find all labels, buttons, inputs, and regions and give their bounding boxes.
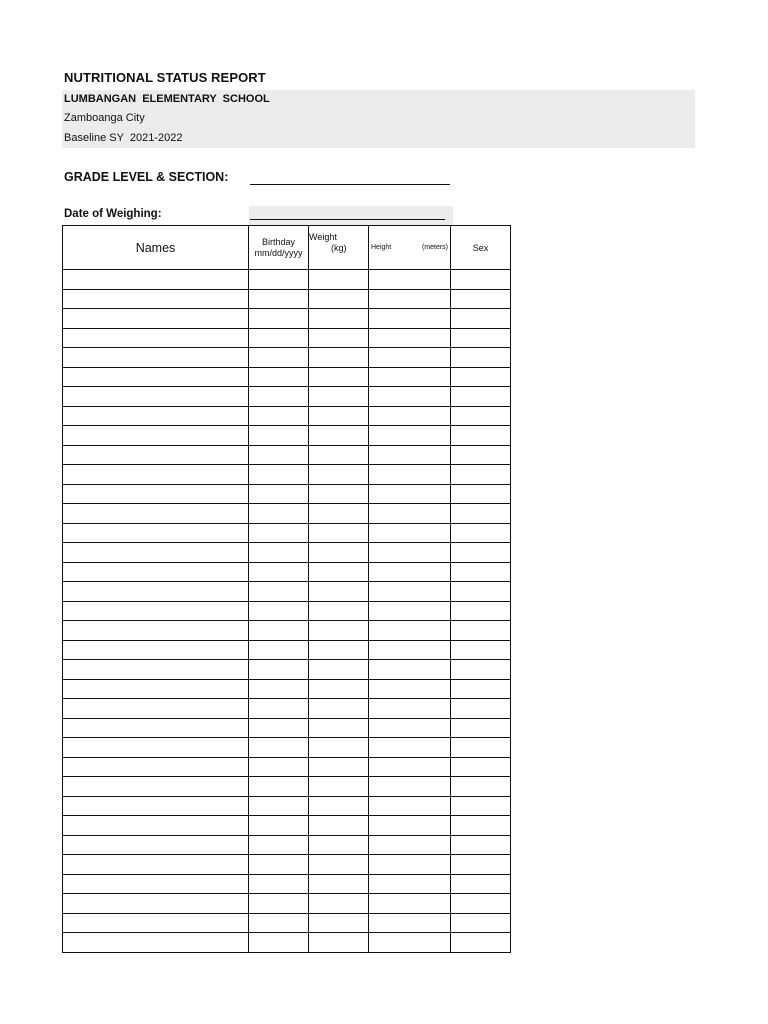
sex-cell[interactable] [451,445,511,465]
table-row [63,465,511,485]
header-height [369,226,451,270]
table-row [63,523,511,543]
table-row [63,894,511,914]
table-row [63,484,511,504]
name-cell[interactable] [63,621,249,641]
height-cell[interactable] [369,504,451,524]
sex-cell[interactable] [451,777,511,797]
table-row [63,757,511,777]
sex-cell[interactable] [451,816,511,836]
table-row [63,348,511,368]
birthday-cell[interactable] [249,874,309,894]
height-cell[interactable] [369,562,451,582]
sex-cell[interactable] [451,270,511,290]
weight-cell[interactable] [309,523,369,543]
table-row [63,718,511,738]
birthday-cell[interactable] [249,484,309,504]
table-row [63,601,511,621]
birthday-cell[interactable] [249,660,309,680]
weight-cell[interactable] [309,484,369,504]
header-weight-label: Weight [309,232,337,242]
birthday-cell[interactable] [249,465,309,485]
birthday-cell[interactable] [249,816,309,836]
header-names: Names [63,226,249,270]
table-row [63,309,511,329]
height-cell[interactable] [369,835,451,855]
table-row [63,679,511,699]
birthday-cell[interactable] [249,679,309,699]
birthday-cell[interactable] [249,523,309,543]
date-of-weighing-label: Date of Weighing: [64,208,162,220]
sex-cell[interactable] [451,933,511,953]
table-row [63,660,511,680]
birthday-cell[interactable] [249,621,309,641]
weight-cell[interactable] [309,289,369,309]
sex-cell[interactable] [451,426,511,446]
table-row [63,445,511,465]
name-cell[interactable] [63,406,249,426]
sex-cell[interactable] [451,582,511,602]
table-row [63,543,511,563]
name-cell[interactable] [63,387,249,407]
table-row [63,933,511,953]
table-row [63,738,511,758]
header-birthday [249,226,309,270]
name-cell[interactable] [63,640,249,660]
name-cell[interactable] [63,445,249,465]
name-cell[interactable] [63,543,249,563]
birthday-cell[interactable] [249,796,309,816]
name-cell[interactable] [63,523,249,543]
table-row [63,562,511,582]
sex-cell[interactable] [451,601,511,621]
sex-cell[interactable] [451,309,511,329]
weight-cell[interactable] [309,660,369,680]
name-cell[interactable] [63,660,249,680]
sex-cell[interactable] [451,738,511,758]
sex-cell[interactable] [451,348,511,368]
sex-cell[interactable] [451,640,511,660]
birthday-cell[interactable] [249,738,309,758]
name-cell[interactable] [63,367,249,387]
sex-cell[interactable] [451,523,511,543]
table-row [63,816,511,836]
name-cell[interactable] [63,465,249,485]
name-cell[interactable] [63,757,249,777]
height-cell[interactable] [369,621,451,641]
header-birthday-format: mm/dd/yyyy [254,247,303,258]
table-row [63,270,511,290]
birthday-cell[interactable] [249,894,309,914]
name-cell[interactable] [63,426,249,446]
height-cell[interactable] [369,445,451,465]
weight-cell[interactable] [309,777,369,797]
height-cell[interactable] [369,757,451,777]
table-row [63,777,511,797]
height-cell[interactable] [369,328,451,348]
sex-cell[interactable] [451,465,511,485]
weight-cell[interactable] [309,387,369,407]
sex-cell[interactable] [451,289,511,309]
sex-cell[interactable] [451,387,511,407]
table-row [63,426,511,446]
school-info-block [62,90,695,148]
header-height-unit: (meters) [421,243,448,251]
weight-cell[interactable] [309,933,369,953]
name-cell[interactable] [63,835,249,855]
table-header-row [63,226,511,270]
sex-cell[interactable] [451,757,511,777]
sex-cell[interactable] [451,874,511,894]
height-cell[interactable] [369,465,451,485]
header-weight-unit: (kg) [331,243,347,253]
name-cell[interactable] [63,582,249,602]
height-cell[interactable] [369,660,451,680]
height-cell[interactable] [369,523,451,543]
table-body [63,270,511,953]
height-cell[interactable] [369,484,451,504]
height-cell[interactable] [369,309,451,329]
name-cell[interactable] [63,309,249,329]
weight-cell[interactable] [309,718,369,738]
birthday-cell[interactable] [249,406,309,426]
name-cell[interactable] [63,816,249,836]
school-year: Baseline SY 2021-2022 [64,132,183,144]
header-sex: Sex [451,226,511,270]
weight-cell[interactable] [309,367,369,387]
grade-level-label: GRADE LEVEL & SECTION: [64,170,229,184]
height-cell[interactable] [369,406,451,426]
table-row [63,387,511,407]
name-cell[interactable] [63,933,249,953]
sex-cell[interactable] [451,718,511,738]
table-row [63,406,511,426]
table-row [63,796,511,816]
height-cell[interactable] [369,855,451,875]
header-birthday-label: Birthday [261,236,296,247]
birthday-cell[interactable] [249,855,309,875]
weight-cell[interactable] [309,699,369,719]
name-cell[interactable] [63,348,249,368]
weight-cell[interactable] [309,543,369,563]
name-cell[interactable] [63,874,249,894]
name-cell[interactable] [63,699,249,719]
sex-cell[interactable] [451,894,511,914]
sex-cell[interactable] [451,679,511,699]
sex-cell[interactable] [451,913,511,933]
sex-cell[interactable] [451,484,511,504]
sex-cell[interactable] [451,796,511,816]
sex-cell[interactable] [451,621,511,641]
weight-cell[interactable] [309,348,369,368]
birthday-cell[interactable] [249,835,309,855]
height-cell[interactable] [369,816,451,836]
weight-cell[interactable] [309,874,369,894]
birthday-cell[interactable] [249,309,309,329]
height-cell[interactable] [369,933,451,953]
birthday-cell[interactable] [249,640,309,660]
table-row [63,582,511,602]
name-cell[interactable] [63,270,249,290]
height-cell[interactable] [369,679,451,699]
height-cell[interactable] [369,543,451,563]
birthday-cell[interactable] [249,757,309,777]
table-row [63,289,511,309]
sex-cell[interactable] [451,562,511,582]
birthday-cell[interactable] [249,601,309,621]
sex-cell[interactable] [451,699,511,719]
height-cell[interactable] [369,874,451,894]
name-cell[interactable] [63,796,249,816]
sex-cell[interactable] [451,328,511,348]
weight-cell[interactable] [309,328,369,348]
height-cell[interactable] [369,367,451,387]
table-row [63,640,511,660]
birthday-cell[interactable] [249,387,309,407]
height-cell[interactable] [369,796,451,816]
birthday-cell[interactable] [249,777,309,797]
table-row [63,504,511,524]
header-height-label: Height [371,243,392,251]
birthday-cell[interactable] [249,348,309,368]
table-row [63,913,511,933]
name-cell[interactable] [63,484,249,504]
height-cell[interactable] [369,640,451,660]
birthday-cell[interactable] [249,426,309,446]
name-cell[interactable] [63,679,249,699]
name-cell[interactable] [63,855,249,875]
date-of-weighing-box [249,206,453,225]
weight-cell[interactable] [309,504,369,524]
weight-cell[interactable] [309,796,369,816]
weight-cell[interactable] [309,426,369,446]
weight-cell[interactable] [309,679,369,699]
height-cell[interactable] [369,348,451,368]
date-of-weighing-field[interactable] [250,206,445,220]
weight-cell[interactable] [309,562,369,582]
height-cell[interactable] [369,699,451,719]
weight-cell[interactable] [309,738,369,758]
weight-cell[interactable] [309,465,369,485]
birthday-cell[interactable] [249,562,309,582]
sex-cell[interactable] [451,367,511,387]
table-row [63,367,511,387]
table-row [63,699,511,719]
name-cell[interactable] [63,328,249,348]
weight-cell[interactable] [309,445,369,465]
sex-cell[interactable] [451,660,511,680]
nutrition-table [62,225,511,953]
name-cell[interactable] [63,718,249,738]
weight-cell[interactable] [309,309,369,329]
sex-cell[interactable] [451,504,511,524]
sex-cell[interactable] [451,543,511,563]
header-weight [309,226,369,270]
birthday-cell[interactable] [249,289,309,309]
birthday-cell[interactable] [249,699,309,719]
weight-cell[interactable] [309,601,369,621]
birthday-cell[interactable] [249,270,309,290]
height-cell[interactable] [369,738,451,758]
weight-cell[interactable] [309,757,369,777]
height-cell[interactable] [369,387,451,407]
height-cell[interactable] [369,601,451,621]
birthday-cell[interactable] [249,913,309,933]
table-row [63,855,511,875]
weight-cell[interactable] [309,621,369,641]
name-cell[interactable] [63,289,249,309]
name-cell[interactable] [63,504,249,524]
name-cell[interactable] [63,913,249,933]
birthday-cell[interactable] [249,543,309,563]
height-cell[interactable] [369,426,451,446]
weight-cell[interactable] [309,270,369,290]
height-cell[interactable] [369,913,451,933]
grade-level-field[interactable] [250,170,450,185]
sex-cell[interactable] [451,855,511,875]
birthday-cell[interactable] [249,582,309,602]
height-cell[interactable] [369,289,451,309]
weight-cell[interactable] [309,406,369,426]
sex-cell[interactable] [451,835,511,855]
height-cell[interactable] [369,894,451,914]
table-row [63,835,511,855]
height-cell[interactable] [369,582,451,602]
weight-cell[interactable] [309,816,369,836]
height-cell[interactable] [369,777,451,797]
name-cell[interactable] [63,738,249,758]
birthday-cell[interactable] [249,367,309,387]
name-cell[interactable] [63,894,249,914]
weight-cell[interactable] [309,894,369,914]
birthday-cell[interactable] [249,504,309,524]
height-cell[interactable] [369,718,451,738]
birthday-cell[interactable] [249,328,309,348]
birthday-cell[interactable] [249,445,309,465]
school-name: LUMBANGAN ELEMENTARY SCHOOL [64,93,270,105]
report-title: NUTRITIONAL STATUS REPORT [64,70,266,85]
height-cell[interactable] [369,270,451,290]
weight-cell[interactable] [309,582,369,602]
weight-cell[interactable] [309,640,369,660]
table-row [63,621,511,641]
name-cell[interactable] [63,562,249,582]
name-cell[interactable] [63,777,249,797]
birthday-cell[interactable] [249,933,309,953]
birthday-cell[interactable] [249,718,309,738]
table-row [63,874,511,894]
weight-cell[interactable] [309,835,369,855]
school-city: Zamboanga City [64,112,145,124]
weight-cell[interactable] [309,855,369,875]
weight-cell[interactable] [309,913,369,933]
sex-cell[interactable] [451,406,511,426]
name-cell[interactable] [63,601,249,621]
table-row [63,328,511,348]
